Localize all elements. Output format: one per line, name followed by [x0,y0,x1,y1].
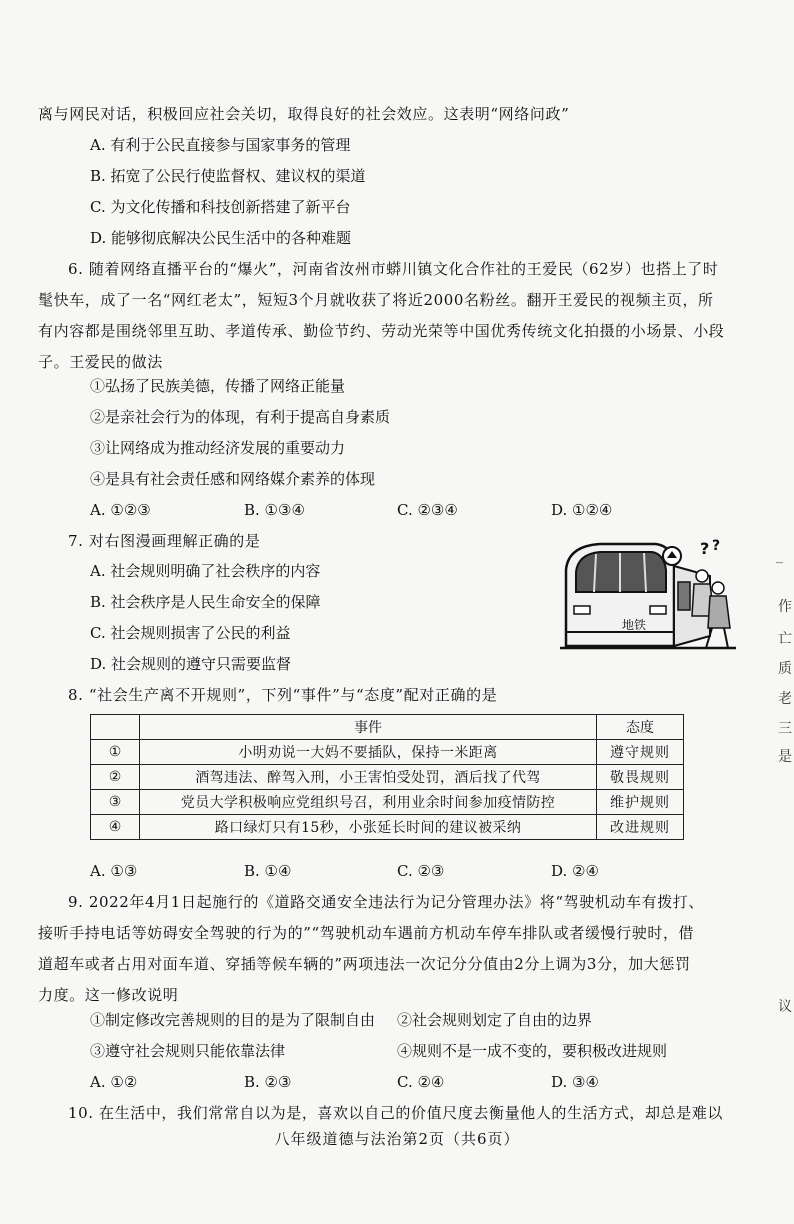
q6-statement: ②是亲社会行为的体现，有利于提高自身素质 [90,408,391,426]
svg-text:?: ? [700,539,710,558]
q8-choice-d: D. ②④ [551,862,599,880]
table-header-blank [91,715,140,740]
table-row [91,765,684,790]
q7-stem: 7. 对右图漫画理解正确的是 [68,532,261,550]
row-number: ② [91,765,140,790]
q5-option-d: D. 能够彻底解决公民生活中的各种难题 [90,229,352,247]
q6-stem-line: 髦快车，成了一名“网红老太”，短短3个月就收获了将近2000名粉丝。翻开王爱民的视频主页，所 [38,291,714,309]
event-attitude-table [90,714,684,840]
table-row [91,790,684,815]
q6-choice-a: A. ①②③ [90,501,151,519]
q9-choice-c: C. ②④ [397,1073,445,1091]
comic-subway-label: 地铁 [622,618,647,632]
row-event: 小明劝说一大妈不要插队，保持一米距离 [140,740,597,765]
edge-fragment: 亡 [778,631,792,647]
q6-stem-line: 子。王爱民的做法 [38,353,163,371]
q8-choice-c: C. ②③ [397,862,445,880]
row-number: ① [91,740,140,765]
q9-stem-line: 道超车或者占用对面车道、穿插等候车辆的”两项违法一次记分分值由2分上调为3分，加大惩罚 [38,955,691,973]
table-header-attitude: 态度 [597,715,684,740]
q9-choice-b: B. ②③ [244,1073,292,1091]
row-attitude: 敬畏规则 [597,765,684,790]
q6-choice-c: C. ②③④ [397,501,458,519]
q5-option-b: B. 拓宽了公民行使监督权、建议权的渠道 [90,167,366,185]
edge-fragment: 老 [778,691,792,707]
q9-stem-line: 9. 2022年4月1日起施行的《道路交通安全违法行为记分管理办法》将“驾驶机动车有拨打、 [68,893,705,911]
row-number: ③ [91,790,140,815]
table-header-row [91,715,684,740]
q6-statement: ④是具有社会责任感和网络媒介素养的体现 [90,470,376,488]
page-footer: 八年级道德与法治第2页（共6页） [274,1130,520,1148]
q8-choice-a: A. ①③ [90,862,138,880]
q9-choice-d: D. ③④ [551,1073,599,1091]
row-attitude: 改进规则 [597,815,684,840]
q9-stem-line: 力度。这一修改说明 [38,986,179,1004]
q9-statement: ①制定修改完善规则的目的是为了限制自由 [90,1011,376,1029]
row-event: 路口绿灯只有15秒，小张延长时间的建议被采纳 [140,815,597,840]
q7-option-c: C. 社会规则损害了公民的利益 [90,624,291,642]
q8-choice-b: B. ①④ [244,862,292,880]
q7-option-d: D. 社会规则的遵守只需要监督 [90,655,292,673]
row-attitude: 维护规则 [597,790,684,815]
q9-statement: ④规则不是一成不变的，要积极改进规则 [397,1042,668,1060]
q6-stem-line: 有内容都是围绕邻里互助、孝道传承、勤俭节约、劳动光荣等中国优秀传统文化拍摄的小场景、小段 [38,322,725,340]
table-row [91,740,684,765]
edge-fragment: 三 [778,721,792,737]
subway-comic-illustration [560,536,736,652]
q5-option-c: C. 为文化传播和科技创新搭建了新平台 [90,198,351,216]
q9-choice-a: A. ①② [90,1073,138,1091]
q6-statement: ①弘扬了民族美德，传播了网络正能量 [90,377,346,395]
q9-statement: ②社会规则划定了自由的边界 [397,1011,593,1029]
edge-fragment: _ [776,548,783,564]
svg-text:?: ? [712,538,721,554]
edge-fragment: 作 [778,599,792,615]
row-event: 酒驾违法、醉驾入刑，小王害怕受处罚，酒后找了代驾 [140,765,597,790]
edge-fragment: 质 [778,661,792,677]
table-header-event: 事件 [140,715,597,740]
q6-choice-d: D. ①②④ [551,501,613,519]
q9-stem-line: 接听手持电话等妨碍安全驾驶的行为的”“驾驶机动车遇前方机动车停车排队或者缓慢行驶时，借 [38,924,695,942]
q5-tail-line: 离与网民对话，积极回应社会关切，取得良好的社会效应。这表明“网络问政” [38,105,570,123]
row-attitude: 遵守规则 [597,740,684,765]
q7-option-a: A. 社会规则明确了社会秩序的内容 [90,562,321,580]
q8-stem: 8. “社会生产离不开规则”，下列“事件”与“态度”配对正确的是 [68,686,498,704]
edge-fragment: 是 [778,749,792,765]
row-number: ④ [91,815,140,840]
q6-choice-b: B. ①③④ [244,501,305,519]
q6-stem-line: 6. 随着网络直播平台的“爆火”，河南省汝州市蟒川镇文化合作社的王爱民（62岁）也搭上了时 [68,260,719,278]
q5-option-a: A. 有利于公民直接参与国家事务的管理 [90,136,351,154]
q10-stem-line: 10. 在生活中，我们常常自以为是，喜欢以自己的价值尺度去衡量他人的生活方式，却总是难以 [68,1104,724,1122]
q9-statement: ③遵守社会规则只能依靠法律 [90,1042,286,1060]
q7-option-b: B. 社会秩序是人民生命安全的保障 [90,593,321,611]
row-event: 党员大学积极响应党组织号召，利用业余时间参加疫情防控 [140,790,597,815]
edge-fragment: 议 [778,999,792,1015]
table-row [91,815,684,840]
q6-statement: ③让网络成为推动经济发展的重要动力 [90,439,346,457]
